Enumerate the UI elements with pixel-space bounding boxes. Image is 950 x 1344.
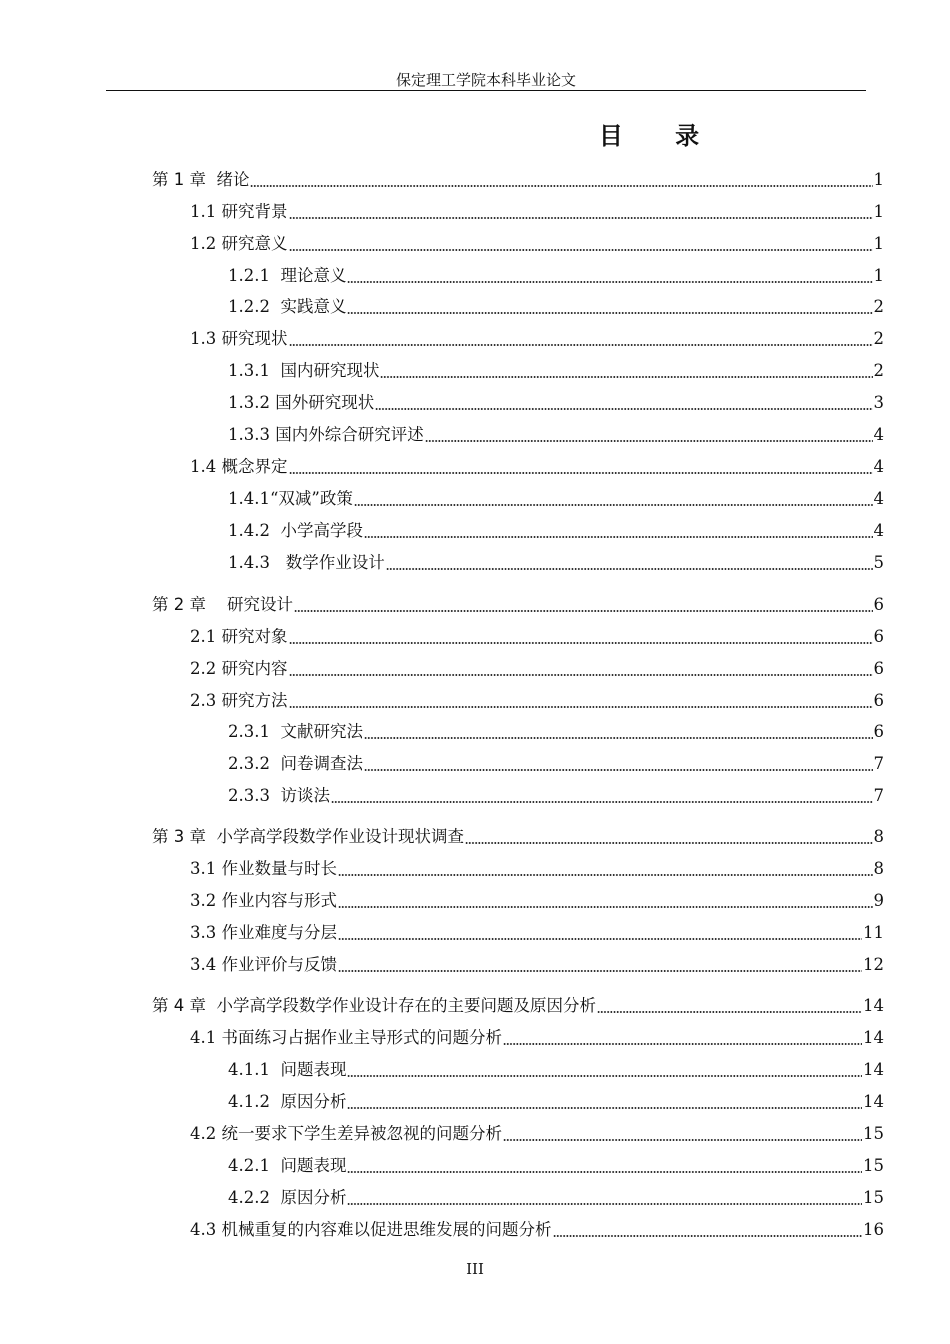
toc-subsection-entry[interactable] bbox=[228, 484, 884, 510]
toc-dot-leader bbox=[289, 328, 873, 350]
toc-dot-leader bbox=[347, 1091, 862, 1113]
toc-page-number: 6 bbox=[873, 691, 884, 710]
toc-entry-label: 1.3.1 国内研究现状 bbox=[228, 361, 380, 380]
toc-dot-leader bbox=[289, 456, 873, 478]
toc-dot-leader bbox=[338, 858, 873, 880]
toc-entry-label: 1.4.1“双减”政策 bbox=[228, 489, 353, 508]
toc-dot-leader bbox=[289, 201, 873, 223]
toc-page-number: 7 bbox=[873, 786, 884, 805]
toc-subsection-entry[interactable] bbox=[228, 1151, 884, 1177]
toc-page-number: 16 bbox=[863, 1220, 884, 1239]
toc-dot-leader bbox=[289, 626, 873, 648]
toc-subsection-entry[interactable] bbox=[228, 388, 884, 414]
toc-page-number: 11 bbox=[863, 923, 884, 942]
toc-entry-label: 1.4.3 数学作业设计 bbox=[228, 553, 385, 572]
toc-entry-label: 2.3.1 文献研究法 bbox=[228, 722, 363, 741]
toc-page-number: 9 bbox=[873, 891, 884, 910]
toc-page-number: 4 bbox=[873, 425, 884, 444]
toc-dot-leader bbox=[347, 1059, 862, 1081]
toc-subsection-entry[interactable] bbox=[228, 420, 884, 446]
toc-dot-leader bbox=[386, 552, 873, 574]
toc-entry-label: 1.4.2 小学高学段 bbox=[228, 521, 363, 540]
toc-page-number: 14 bbox=[863, 1060, 884, 1079]
toc-entry-label: 第 1 章 绪论 bbox=[152, 170, 250, 189]
toc-page-number: 1 bbox=[873, 170, 884, 189]
toc-entry-label: 4.2 统一要求下学生差异被忽视的问题分析 bbox=[190, 1124, 502, 1143]
toc-page-number: 1 bbox=[873, 234, 884, 253]
toc-page-number: 14 bbox=[863, 996, 884, 1015]
toc-dot-leader bbox=[250, 169, 872, 191]
toc-subsection-entry[interactable] bbox=[228, 781, 884, 807]
toc-dot-leader bbox=[338, 890, 873, 912]
toc-subsection-entry[interactable] bbox=[228, 1055, 884, 1081]
toc-section-entry[interactable] bbox=[190, 197, 884, 223]
toc-section-entry[interactable] bbox=[190, 1215, 884, 1241]
toc-entry-label: 4.2.1 问题表现 bbox=[228, 1156, 347, 1175]
toc-dot-leader bbox=[364, 721, 873, 743]
toc-page-number: 12 bbox=[863, 955, 884, 974]
toc-dot-leader bbox=[347, 1155, 862, 1177]
toc-dot-leader bbox=[553, 1219, 863, 1241]
page-number: III bbox=[466, 1260, 484, 1278]
toc-dot-leader bbox=[503, 1027, 862, 1049]
toc-entry-label: 3.3 作业难度与分层 bbox=[190, 923, 337, 942]
toc-page-number: 4 bbox=[873, 489, 884, 508]
toc-entry-label: 第 3 章 小学高学段数学作业设计现状调查 bbox=[152, 827, 464, 846]
toc-chapter-entry[interactable] bbox=[152, 991, 884, 1017]
toc-entry-label: 3.4 作业评价与反馈 bbox=[190, 955, 337, 974]
toc-page-number: 14 bbox=[863, 1092, 884, 1111]
toc-dot-leader bbox=[347, 296, 872, 318]
toc-page-number: 14 bbox=[863, 1028, 884, 1047]
toc-section-entry[interactable] bbox=[190, 1119, 884, 1145]
toc-entry-label: 2.3 研究方法 bbox=[190, 691, 288, 710]
toc-entry-label: 4.1 书面练习占据作业主导形式的问题分析 bbox=[190, 1028, 502, 1047]
toc-page-number: 3 bbox=[873, 393, 884, 412]
toc-page-number: 8 bbox=[873, 827, 884, 846]
toc-page-number: 6 bbox=[873, 627, 884, 646]
toc-page-number: 15 bbox=[863, 1124, 884, 1143]
toc-section-entry[interactable] bbox=[190, 686, 884, 712]
toc-dot-leader bbox=[364, 753, 873, 775]
toc-page-number: 7 bbox=[873, 754, 884, 773]
toc-entry-label: 2.3.3 访谈法 bbox=[228, 786, 330, 805]
toc-dot-leader bbox=[364, 520, 873, 542]
toc-entry-label: 1.3.3 国内外综合研究评述 bbox=[228, 425, 424, 444]
toc-subsection-entry[interactable] bbox=[228, 356, 884, 382]
toc-entry-label: 2.1 研究对象 bbox=[190, 627, 288, 646]
toc-page-number: 2 bbox=[873, 297, 884, 316]
toc-section-entry[interactable] bbox=[190, 324, 884, 350]
toc-dot-leader bbox=[380, 360, 872, 382]
toc-dot-leader bbox=[289, 233, 873, 255]
toc-entry-label: 4.3 机械重复的内容难以促进思维发展的问题分析 bbox=[190, 1220, 552, 1239]
toc-dot-leader bbox=[375, 392, 872, 414]
toc-dot-leader bbox=[347, 1187, 862, 1209]
toc-entry-label: 4.1.2 原因分析 bbox=[228, 1092, 347, 1111]
toc-entry-label: 第 2 章 研究设计 bbox=[152, 595, 293, 614]
toc-dot-leader bbox=[503, 1123, 862, 1145]
toc-subsection-entry[interactable] bbox=[228, 292, 884, 318]
running-header: 保定理工学院本科毕业论文 bbox=[395, 71, 576, 89]
toc-page-number: 2 bbox=[873, 361, 884, 380]
toc-page-number: 4 bbox=[873, 521, 884, 540]
toc-dot-leader bbox=[289, 658, 873, 680]
toc-dot-leader bbox=[425, 424, 873, 446]
toc-chapter-entry[interactable] bbox=[152, 165, 884, 191]
toc-subsection-entry[interactable] bbox=[228, 516, 884, 542]
toc-page-number: 6 bbox=[873, 722, 884, 741]
toc-page-number: 2 bbox=[873, 329, 884, 348]
toc-dot-leader bbox=[294, 594, 873, 616]
toc-dot-leader bbox=[597, 995, 862, 1017]
toc-section-entry[interactable] bbox=[190, 950, 884, 976]
toc-entry-label: 1.1 研究背景 bbox=[190, 202, 288, 221]
page-title: 目 录 bbox=[598, 122, 722, 150]
toc-entry-label: 3.1 作业数量与时长 bbox=[190, 859, 337, 878]
toc-page-number: 1 bbox=[873, 266, 884, 285]
toc-page-number: 4 bbox=[873, 457, 884, 476]
toc-subsection-entry[interactable] bbox=[228, 717, 884, 743]
toc-section-entry[interactable] bbox=[190, 452, 884, 478]
toc-dot-leader bbox=[338, 922, 862, 944]
toc-entry-label: 1.3.2 国外研究现状 bbox=[228, 393, 375, 412]
toc-entry-label: 1.4 概念界定 bbox=[190, 457, 288, 476]
toc-dot-leader bbox=[331, 785, 873, 807]
toc-subsection-entry[interactable] bbox=[228, 548, 884, 574]
toc-section-entry[interactable] bbox=[190, 1023, 884, 1049]
toc-entry-label: 1.2.1 理论意义 bbox=[228, 266, 347, 285]
toc-chapter-entry[interactable] bbox=[152, 590, 884, 616]
toc-section-entry[interactable] bbox=[190, 622, 884, 648]
toc-dot-leader bbox=[347, 265, 872, 287]
toc-chapter-entry[interactable] bbox=[152, 822, 884, 848]
toc-section-entry[interactable] bbox=[190, 886, 884, 912]
toc-subsection-entry[interactable] bbox=[228, 1183, 884, 1209]
toc-dot-leader bbox=[465, 826, 873, 848]
toc-section-entry[interactable] bbox=[190, 229, 884, 255]
toc-page-number: 6 bbox=[873, 659, 884, 678]
toc-page-number: 6 bbox=[873, 595, 884, 614]
toc-entry-label: 1.2 研究意义 bbox=[190, 234, 288, 253]
toc-page-number: 8 bbox=[873, 859, 884, 878]
toc-entry-label: 2.3.2 问卷调查法 bbox=[228, 754, 363, 773]
toc-subsection-entry[interactable] bbox=[228, 1087, 884, 1113]
toc-entry-label: 3.2 作业内容与形式 bbox=[190, 891, 337, 910]
toc-entry-label: 1.3 研究现状 bbox=[190, 329, 288, 348]
toc-section-entry[interactable] bbox=[190, 918, 884, 944]
toc-subsection-entry[interactable] bbox=[228, 261, 884, 287]
toc-entry-label: 4.1.1 问题表现 bbox=[228, 1060, 347, 1079]
toc-page-number: 5 bbox=[873, 553, 884, 572]
toc-dot-leader bbox=[289, 690, 873, 712]
toc-subsection-entry[interactable] bbox=[228, 749, 884, 775]
toc-section-entry[interactable] bbox=[190, 654, 884, 680]
toc-page-number: 1 bbox=[873, 202, 884, 221]
toc-entry-label: 4.2.2 原因分析 bbox=[228, 1188, 347, 1207]
toc-dot-leader bbox=[338, 954, 862, 976]
toc-entry-label: 第 4 章 小学高学段数学作业设计存在的主要问题及原因分析 bbox=[152, 996, 596, 1015]
toc-entry-label: 1.2.2 实践意义 bbox=[228, 297, 347, 316]
toc-page-number: 15 bbox=[863, 1156, 884, 1175]
toc-entry-label: 2.2 研究内容 bbox=[190, 659, 288, 678]
toc-dot-leader bbox=[354, 488, 873, 510]
toc-section-entry[interactable] bbox=[190, 854, 884, 880]
toc-page-number: 15 bbox=[863, 1188, 884, 1207]
